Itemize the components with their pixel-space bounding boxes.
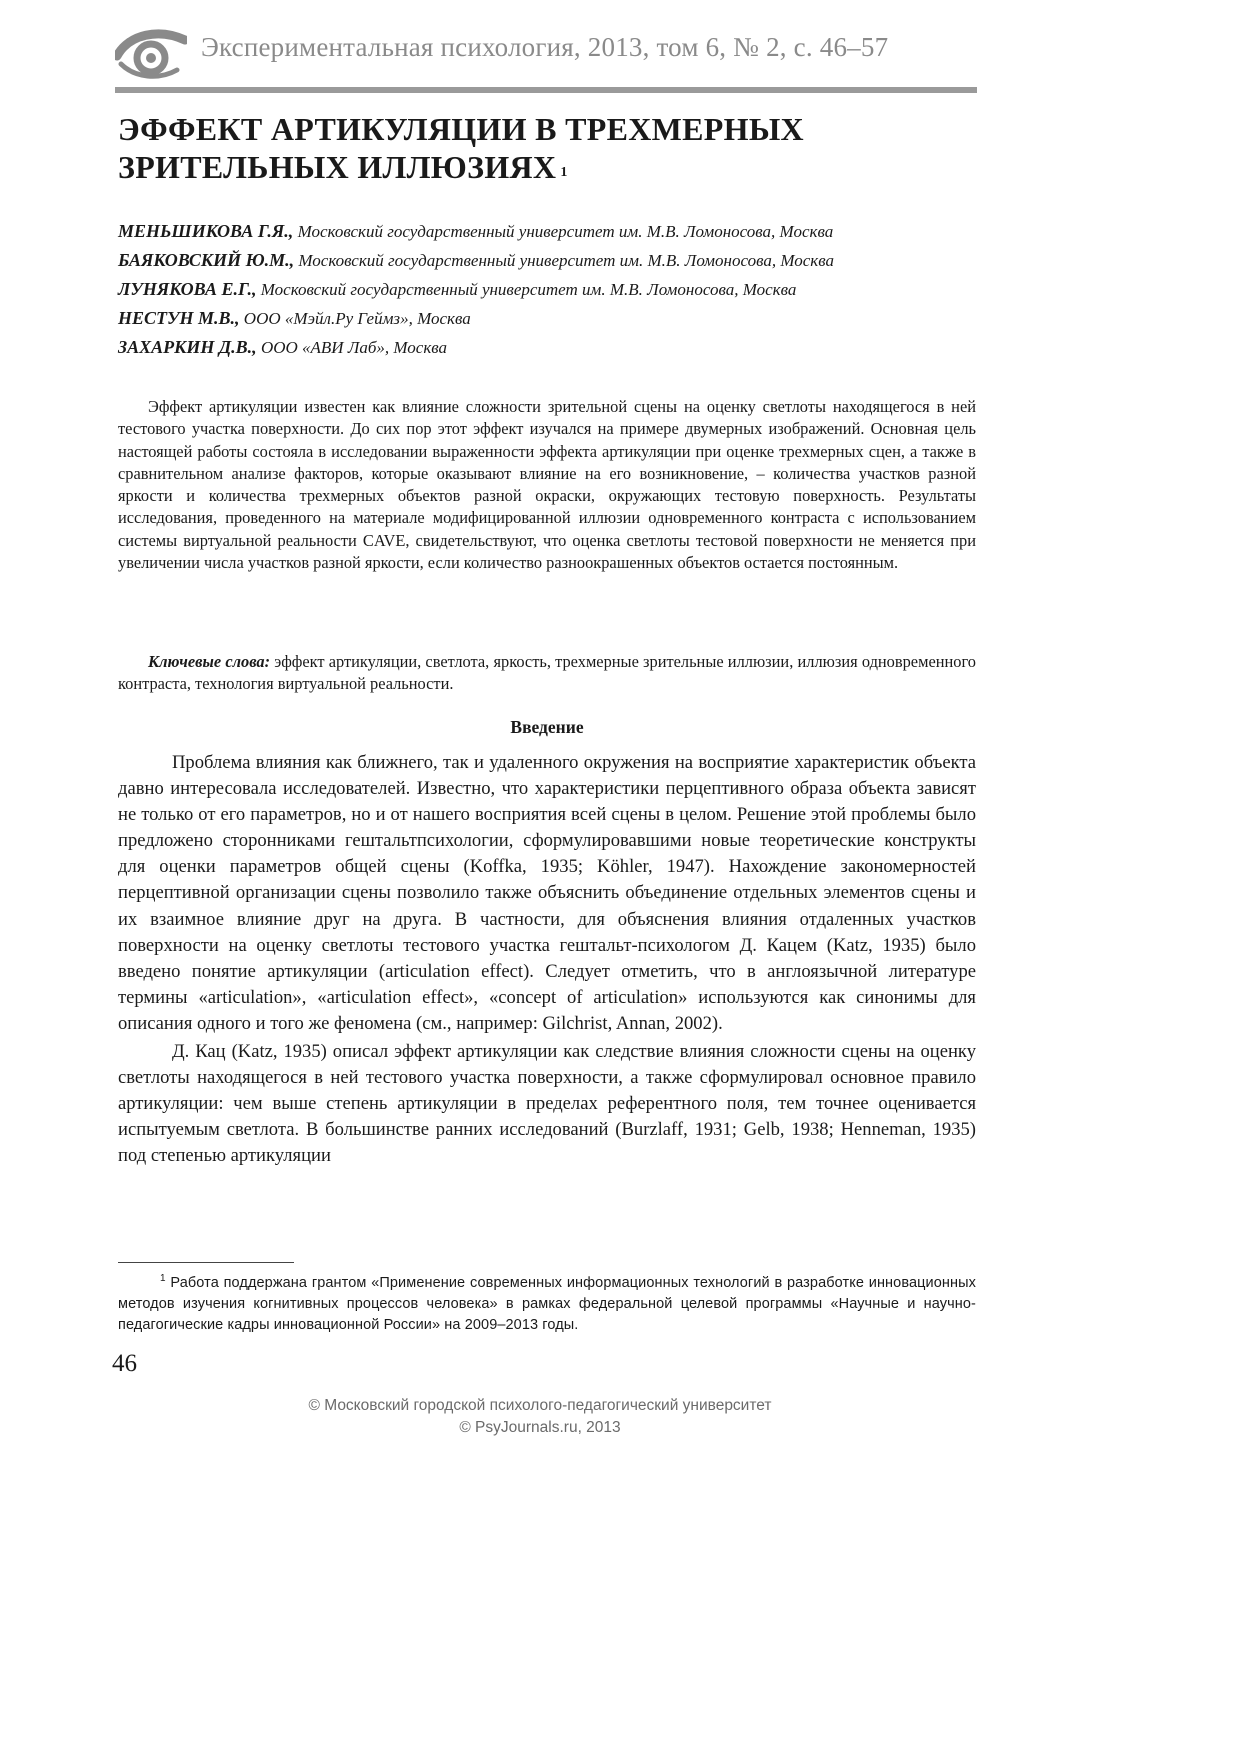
article-title — [118, 110, 978, 186]
author-line — [118, 217, 998, 246]
paragraph: Проблема влияния как ближнего, так и удаленного окружения на восприятие характеристик объекта давно интересовала исследователей. Известно, что характеристики перцептивного образа объекта зависят не только от его параметров, но и от нашего восприятия всей сцены в целом. Решение этой проблемы было предложено сторонниками гештальтпсихологии, сформулировавшими новые теоретические конструкты для оценки параметров общей сцены (Koffka, 1935; Köhler, 1947). Нахождение закономерностей перцептивной организации сцены позволило также объяснить объединение отдельных элементов сцены и их взаимное влияние друг на друга. В частности, для объяснения влияния отдаленных участков поверхности на оценку светлоты тестового участка гештальт-психологом Д. Кацем (Katz, 1935) было введено понятие артикуляции (articulation effect). Следует отметить, что в англоязычной литературе термины «articulation», «articulation effect», «concept of articulation» используются как синонимы для описания одного и того же феномена (см., например: Gilchrist, Annan, 2002). — [118, 752, 976, 1034]
author-affiliation: ООО «АВИ Лаб», Москва — [260, 338, 448, 357]
title-line-1: ЭФФЕКТ АРТИКУЛЯЦИИ В ТРЕХМЕРНЫХ — [118, 111, 804, 147]
author-line — [118, 333, 998, 362]
footnote-rule — [118, 1262, 294, 1263]
author-line — [118, 275, 998, 304]
eye-logo-icon — [115, 26, 187, 86]
author-affiliation: ООО «Мэйл.Ру Геймз», Москва — [243, 309, 471, 328]
author-name: НЕСТУН М.В., — [118, 308, 240, 328]
footnote — [118, 1268, 976, 1336]
paragraph: Д. Кац (Katz, 1935) описал эффект артикуляции как следствие влияния сложности сцены на оценку светлоты находящегося в ней тестового участка поверхности, а также сформулировал основное правило артикуляции: чем выше степень артикуляции в пределах референтного поля, тем точнее оценивается испытуемым светлота. В большинстве ранних исследований (Burzlaff, 1931; Gelb, 1938; Henneman, 1935) под степенью артикуляции — [118, 1041, 976, 1167]
title-line-2: ЗРИТЕЛЬНЫХ ИЛЛЮЗИЯХ — [118, 149, 557, 185]
journal-citation: Экспериментальная психология, 2013, том 6, № 2, с. 46–57 — [201, 32, 889, 62]
keywords-text: эффект артикуляции, светлота, яркость, трехмерные зрительные иллюзии, иллюзия одновременного контраста, технология виртуальной реальности. — [118, 652, 976, 694]
header-rule — [115, 87, 977, 93]
title-footnote-mark: 1 — [560, 165, 568, 180]
keywords-label: Ключевые слова: — [148, 652, 271, 671]
author-line — [118, 246, 998, 275]
journal-header — [115, 20, 975, 90]
copyright-notice — [0, 1395, 1080, 1439]
copyright-line-2: © PsyJournals.ru, 2013 — [459, 1419, 621, 1436]
section-title-introduction: Введение — [510, 717, 584, 737]
introduction-body — [118, 750, 976, 1172]
footnote-text: Работа поддержана грантом «Применение современных информационных технологий в разработке инновационных методов изучения когнитивных процессов человека» в рамках федеральной целевой программы «Научные и научно-педагогические кадры инновационной России» на 2009–2013 годы. — [118, 1274, 976, 1333]
author-affiliation: Московский государственный университет им. М.В. Ломоносова, Москва — [298, 251, 835, 270]
author-list — [118, 217, 998, 362]
copyright-line-1: © Московский городской психолого-педагогический университет — [308, 1397, 772, 1414]
author-name: ЗАХАРКИН Д.В., — [118, 337, 257, 357]
author-name: ЛУНЯКОВА Е.Г., — [118, 279, 257, 299]
author-line — [118, 304, 998, 333]
author-name: БАЯКОВСКИЙ Ю.М., — [118, 250, 295, 270]
abstract: Эффект артикуляции известен как влияние сложности зрительной сцены на оценку светлоты находящегося в ней тестового участка поверхности. До сих пор этот эффект изучался на примере двумерных изображений. Основная цель настоящей работы состояла в исследовании выраженности эффекта артикуляции при оценке трехмерных сцен, а также в сравнительном анализе факторов, которые оказывают влияние на его возникновение, – количества участков разной яркости и количества трехмерных объектов разной окраски, окружающих тестовую поверхность. Результаты исследования, проведенного на материале модифицированной иллюзии одновременного контраста с использованием системы виртуальной реальности CAVE, свидетельствуют, что оценка светлоты тестовой поверхности не меняется при увеличении числа участков разной яркости, если количество разноокрашенных объектов остается постоянным. — [118, 397, 976, 573]
author-affiliation: Московский государственный университет им. М.В. Ломоносова, Москва — [297, 222, 834, 241]
footnote-mark: 1 — [160, 1273, 166, 1284]
keywords — [118, 651, 976, 696]
author-name: МЕНЬШИКОВА Г.Я., — [118, 221, 294, 241]
author-affiliation: Московский государственный университет им. М.В. Ломоносова, Москва — [260, 280, 797, 299]
page-number: 46 — [112, 1350, 137, 1377]
